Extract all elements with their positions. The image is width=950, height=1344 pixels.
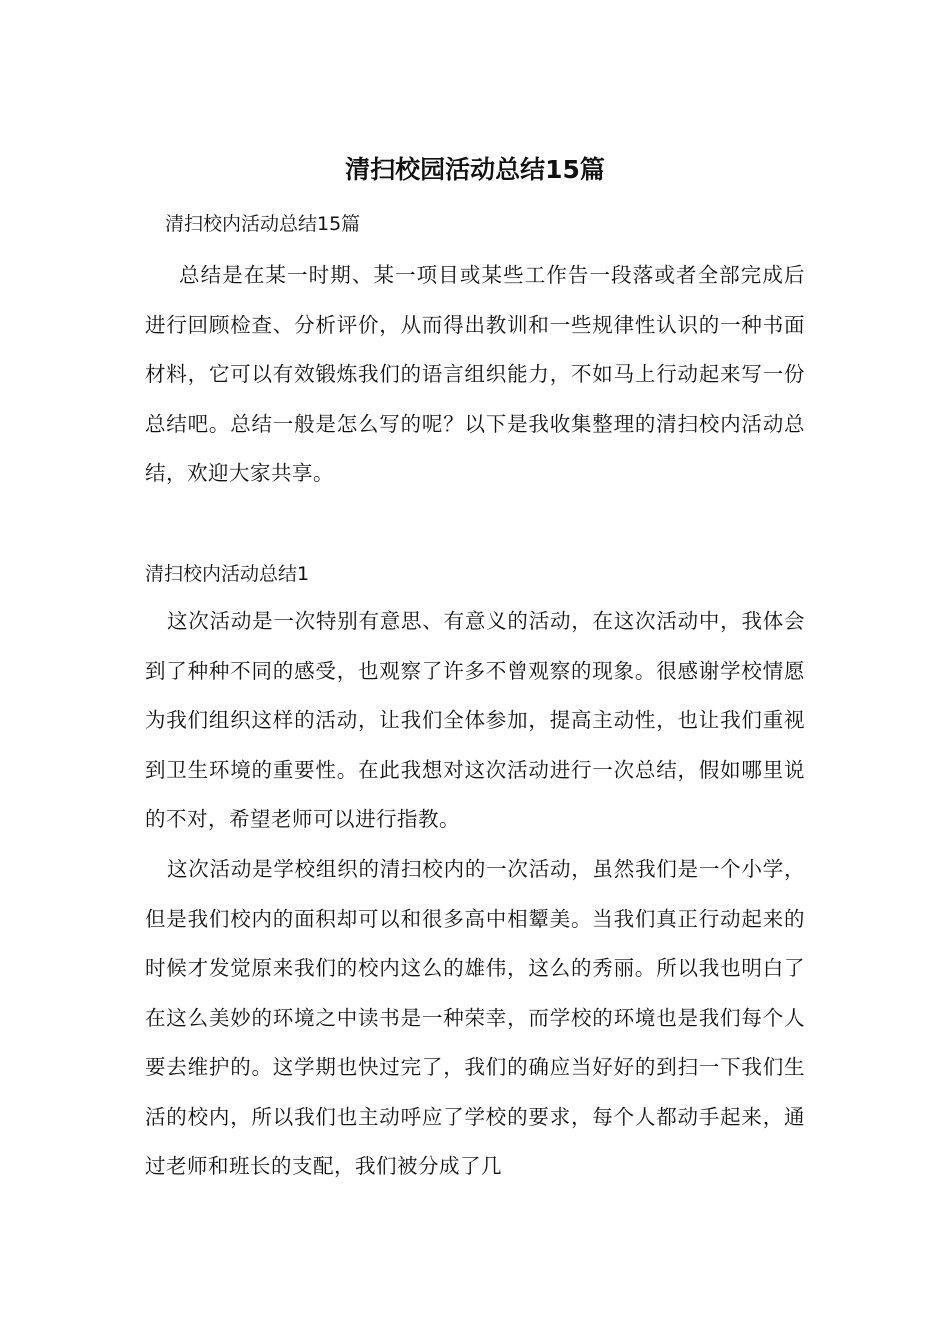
intro-paragraph: 总结是在某一时期、某一项目或某些工作告一段落或者全部完成后进行回顾检查、分析评价，从而得出教训和一些规律性认识的一种书面材料，它可以有效锻炼我们的语言组织能力，不如马上行动起来写一份总结吧。总结一般是怎么写的呢？以下是我收集整理的清扫校内活动总结，欢迎大家共享。 bbox=[145, 263, 805, 485]
document-subtitle: 清扫校内活动总结15篇 bbox=[165, 213, 361, 235]
document-title: 清扫校园活动总结15篇 bbox=[345, 155, 605, 184]
body-paragraph: 这次活动是学校组织的清扫校内的一次活动，虽然我们是一个小学，但是我们校内的面积却可以和很多高中相颦美。当我们真正行动起来的时候才发觉原来我们的校内这么的雄伟，这么的秀丽。所以我也明白了在这么美妙的环境之中读书是一种荣幸，而学校的环境也是我们每个人要去维护的。这学期也快过完了，我们的确应当好好的到扫一下我们生活的校内，所以我们也主动呼应了学校的要求，每个人都动手起来，通过老师和班长的支配，我们被分成了几 bbox=[145, 857, 805, 1178]
section-heading: 清扫校内活动总结1 bbox=[145, 563, 310, 585]
body-paragraph: 这次活动是一次特别有意思、有意义的活动，在这次活动中，我体会到了种种不同的感受，也观察了许多不曾观察的现象。很感谢学校情愿为我们组织这样的活动，让我们全体参加，提高主动性，也让我们重视到卫生环境的重要性。在此我想对这次活动进行一次总结，假如哪里说的不对，希望老师可以进行指教。 bbox=[145, 609, 805, 831]
